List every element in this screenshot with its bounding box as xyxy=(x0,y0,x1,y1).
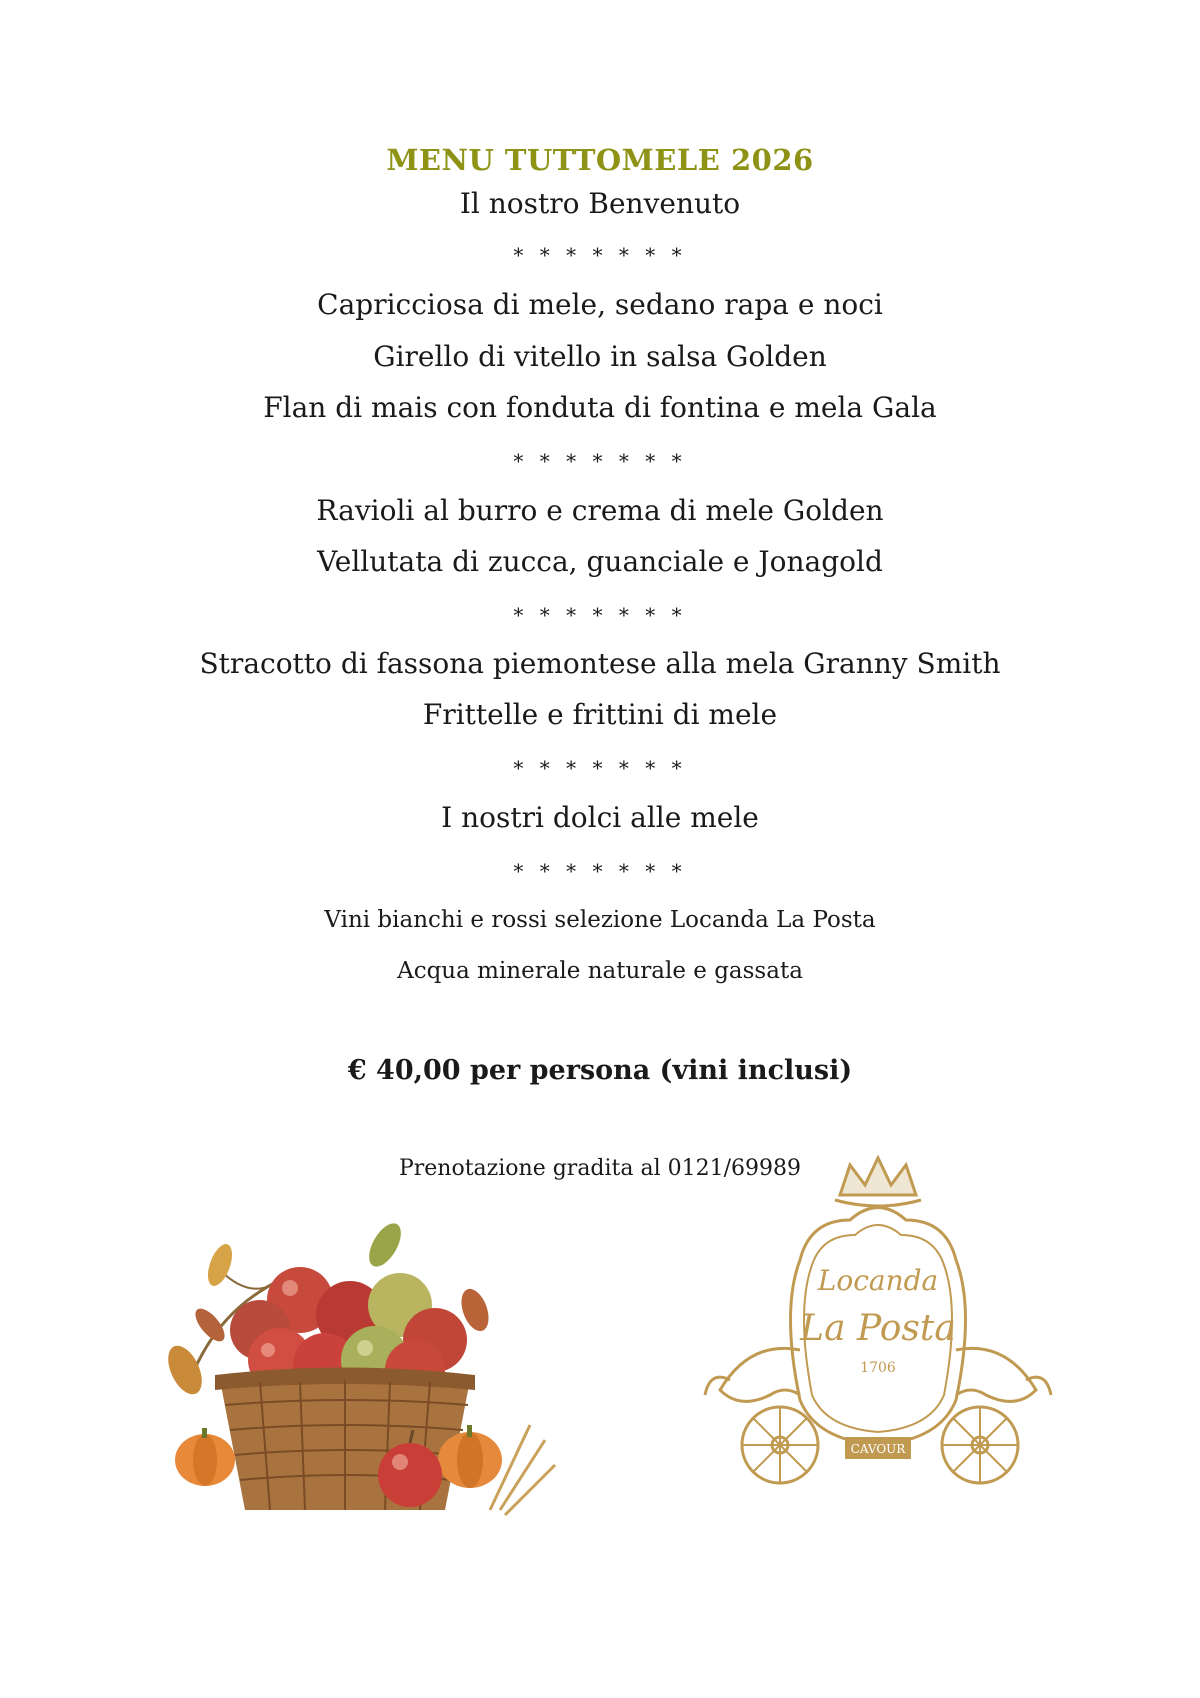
secondo-item: Stracotto di fassona piemontese alla mela Granny Smith xyxy=(199,647,1001,680)
welcome-line: Il nostro Benvenuto xyxy=(459,187,741,220)
menu-title: MENU TUTTOMELE 2026 xyxy=(386,143,814,177)
separator: * * * * * * * xyxy=(513,449,687,473)
antipasto-item: Girello di vitello in salsa Golden xyxy=(373,340,827,373)
price-line: € 40,00 per persona (vini inclusi) xyxy=(347,1055,853,1086)
separator: * * * * * * * xyxy=(513,859,687,883)
logo-line1: Locanda xyxy=(817,1264,939,1297)
primo-item: Vellutata di zucca, guanciale e Jonagold xyxy=(317,545,883,578)
antipasto-item: Flan di mais con fonduta di fontina e mela Gala xyxy=(263,391,937,424)
booking-line: Prenotazione gradita al 0121/69989 xyxy=(398,1156,802,1181)
secondo-item: Frittelle e frittini di mele xyxy=(422,698,778,731)
separator: * * * * * * * xyxy=(513,243,687,267)
logo-line2: La Posta xyxy=(800,1308,956,1349)
locanda-la-posta-logo xyxy=(700,1150,1100,1530)
separator: * * * * * * * xyxy=(513,603,687,627)
drinks-item: Acqua minerale naturale e gassata xyxy=(397,958,803,984)
primo-item: Ravioli al burro e crema di mele Golden xyxy=(316,494,884,527)
drinks-item: Vini bianchi e rossi selezione Locanda La Posta xyxy=(324,907,876,933)
logo-city: CAVOUR xyxy=(850,1442,906,1456)
logo-year: 1706 xyxy=(860,1360,896,1376)
antipasto-item: Capricciosa di mele, sedano rapa e noci xyxy=(317,288,883,321)
separator: * * * * * * * xyxy=(513,756,687,780)
dolci-item: I nostri dolci alle mele xyxy=(441,801,759,834)
apple-basket-icon xyxy=(150,1210,570,1540)
